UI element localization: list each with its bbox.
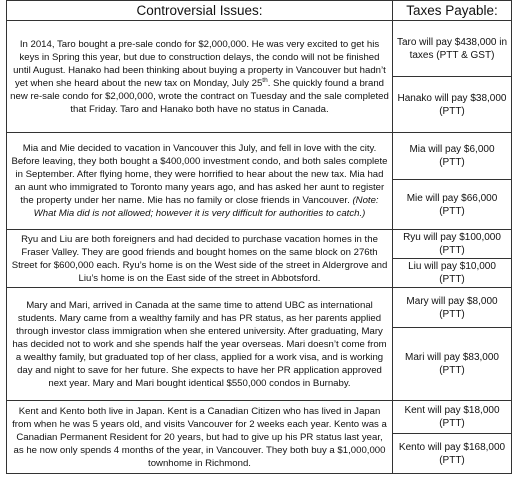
issue-story-taro-hanako: In 2014, Taro bought a pre-sale condo for $2,000,000. He was very excited to get his keys in Spring this year, but due to construction delays, the condo will not be finished until August. Hanako had been thinking about buying a property in Vancouver but hadn’t yet when she heard about the new tax on Monday, July 25th. She quickly found a brand new re-sale condo for $2,000,000, wrote the contract on Tuesday and the sale completed that Friday. Taro and Hanako both have no status in Canada.	[7, 21, 393, 133]
tax-mary: Mary will pay $8,000 (PTT)	[393, 288, 512, 328]
issue-story-mary-mari: Mary and Mari, arrived in Canada at the same time to attend UBC as international students. Mary came from a wealthy family and has PR status, as her parents applied through investor class immigration when she entered university. After graduating, Mary has decided not to work and she spends half the year overseas. Mari doesn’t come from a wealthy family, but graduated top of her class, applied for a work visa, and is working day and night to save for her future. She expects to have her PR application approved next year. Mary and Mari bought identical $550,000 condos in Burnaby.	[7, 288, 393, 401]
issue-story-mia-mie: Mia and Mie decided to vacation in Vancouver this July, and fell in love with the city. Before leaving, they both bought a $400,000 investment condo, and both sales complete in September. After flying home, they were horrified to hear about the new tax. Mia had an aunt who immigrated to Toronto many years ago, and has asked her aunt to register the property under her name. Mie has no family or close friends in Vancouver. (Note: What Mia did is not allowed; however it is very difficult for authorities to catch.)	[7, 133, 393, 230]
issues-table	[6, 0, 512, 474]
issue-story-ryu-liu: Ryu and Liu are both foreigners and had decided to purchase vacation homes in the Fraser Valley. They are good friends and bought homes on the same block on 276th Street for $600,000 each. Ryu’s home is on the West side of the street in Aldergrove and Liu’s home is on the East side of the street in Abbotsford.	[7, 230, 393, 288]
header-issues: Controversial Issues:	[7, 1, 393, 21]
tax-hanako: Hanako will pay $38,000 (PTT)	[393, 77, 512, 133]
table-row	[7, 133, 512, 180]
table-row	[7, 288, 512, 328]
table-row	[7, 401, 512, 434]
tax-mari: Mari will pay $83,000 (PTT)	[393, 328, 512, 401]
tax-kent: Kent will pay $18,000 (PTT)	[393, 401, 512, 434]
header-taxes: Taxes Payable:	[393, 1, 512, 21]
tax-ryu: Ryu will pay $100,000 (PTT)	[393, 230, 512, 259]
tax-mie: Mie will pay $66,000 (PTT)	[393, 180, 512, 230]
tax-kento: Kento will pay $168,000 (PTT)	[393, 434, 512, 474]
tax-liu: Liu will pay $10,000 (PTT)	[393, 259, 512, 288]
tax-mia: Mia will pay $6,000 (PTT)	[393, 133, 512, 180]
issue-story-kent-kento: Kent and Kento both live in Japan. Kent is a Canadian Citizen who has lived in Japan from when he was 5 years old, and visits Vancouver for 2 weeks each year. Kento was a Canadian Permanent Resident for 20 years, but had to give up his PR status last year, as he now only spends 4 months of the year, in Vancouver. They both buy a $1,000,000 townhome in Richmond.	[7, 401, 393, 474]
tax-taro: Taro will pay $438,000 in taxes (PTT & GST)	[393, 21, 512, 77]
table-row	[7, 230, 512, 259]
header-row	[7, 1, 512, 21]
table-row	[7, 21, 512, 77]
